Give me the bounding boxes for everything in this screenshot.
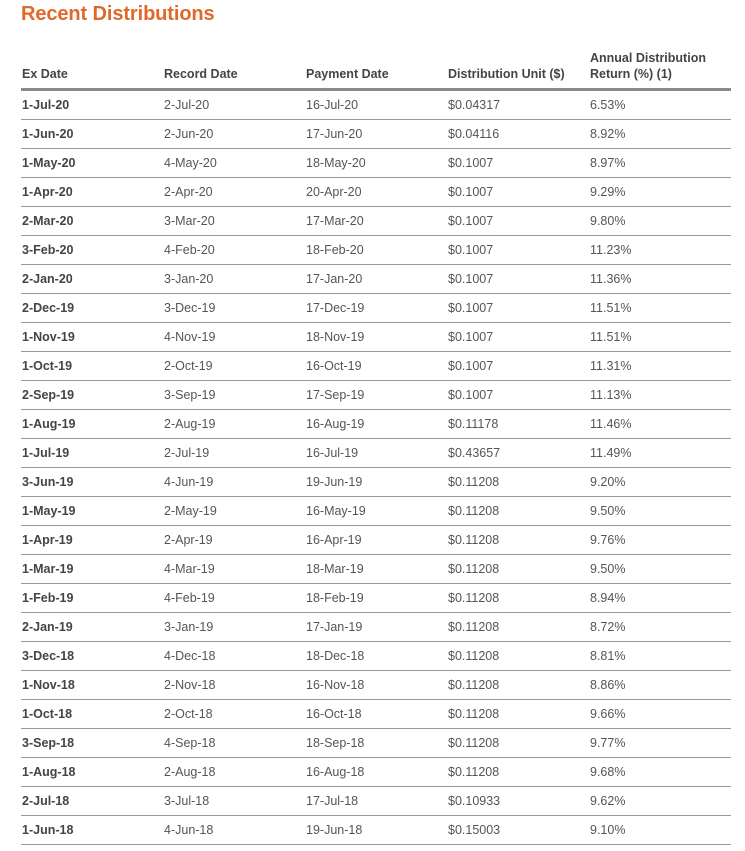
payment-date-cell: 18-Feb-20 <box>305 236 447 265</box>
ex-date-cell: 2-Jul-18 <box>21 787 163 816</box>
distribution-unit-cell: $0.1007 <box>447 178 589 207</box>
distribution-unit-cell: $0.04116 <box>447 120 589 149</box>
payment-date-cell: 17-Jul-18 <box>305 787 447 816</box>
ex-date-cell: 1-Oct-18 <box>21 700 163 729</box>
record-date-cell: 4-Sep-18 <box>163 729 305 758</box>
table-row <box>21 120 731 149</box>
payment-date-cell: 16-Jul-20 <box>305 90 447 120</box>
payment-date-cell: 18-Sep-18 <box>305 729 447 758</box>
annual-return-cell: 8.97% <box>589 149 731 178</box>
annual-return-cell: 8.94% <box>589 584 731 613</box>
payment-date-cell: 16-Jul-19 <box>305 439 447 468</box>
distribution-unit-cell: $0.15003 <box>447 816 589 845</box>
record-date-cell: 4-Feb-20 <box>163 236 305 265</box>
page-title: Recent Distributions <box>21 3 215 25</box>
record-date-cell: 2-Jul-19 <box>163 439 305 468</box>
distribution-unit-cell: $0.11208 <box>447 497 589 526</box>
ex-date-cell: 1-Nov-19 <box>21 323 163 352</box>
table-row <box>21 439 731 468</box>
table-row <box>21 758 731 787</box>
ex-date-cell: 2-Dec-19 <box>21 294 163 323</box>
ex-date-cell: 1-May-19 <box>21 497 163 526</box>
record-date-cell: 4-May-20 <box>163 149 305 178</box>
record-date-cell: 4-Nov-19 <box>163 323 305 352</box>
distribution-unit-cell: $0.1007 <box>447 323 589 352</box>
payment-date-cell: 16-Oct-18 <box>305 700 447 729</box>
distribution-unit-cell: $0.10933 <box>447 787 589 816</box>
table-row <box>21 381 731 410</box>
payment-date-cell: 17-Jan-20 <box>305 265 447 294</box>
annual-return-cell: 8.86% <box>589 671 731 700</box>
table-row <box>21 468 731 497</box>
record-date-cell: 4-Jun-18 <box>163 816 305 845</box>
record-date-cell: 4-Mar-19 <box>163 555 305 584</box>
record-date-cell: 2-Jun-20 <box>163 120 305 149</box>
table-row <box>21 497 731 526</box>
record-date-cell: 3-Jul-18 <box>163 787 305 816</box>
record-date-cell: 4-Jun-19 <box>163 468 305 497</box>
ex-date-cell: 1-Mar-19 <box>21 555 163 584</box>
payment-date-cell: 19-Jun-18 <box>305 816 447 845</box>
payment-date-cell: 16-Nov-18 <box>305 671 447 700</box>
distribution-unit-cell: $0.1007 <box>447 265 589 294</box>
ex-date-cell: 1-Jun-20 <box>21 120 163 149</box>
table-row <box>21 787 731 816</box>
ex-date-cell: 3-Feb-20 <box>21 236 163 265</box>
ex-date-cell: 1-Oct-19 <box>21 352 163 381</box>
header-distribution-unit: Distribution Unit ($) <box>447 50 589 90</box>
distribution-unit-cell: $0.11208 <box>447 758 589 787</box>
record-date-cell: 2-Jul-20 <box>163 90 305 120</box>
table-row <box>21 90 731 120</box>
annual-return-cell: 9.50% <box>589 497 731 526</box>
ex-date-cell: 2-Jan-20 <box>21 265 163 294</box>
table-row <box>21 323 731 352</box>
table-header-row <box>21 50 731 90</box>
ex-date-cell: 1-Jul-20 <box>21 90 163 120</box>
payment-date-cell: 18-Mar-19 <box>305 555 447 584</box>
annual-return-cell: 9.29% <box>589 178 731 207</box>
table-row <box>21 642 731 671</box>
table-row <box>21 555 731 584</box>
distribution-unit-cell: $0.1007 <box>447 352 589 381</box>
annual-return-cell: 11.13% <box>589 381 731 410</box>
header-annual-return: Annual Distribution Return (%) (1) <box>589 50 731 90</box>
distributions-table <box>21 50 731 845</box>
ex-date-cell: 1-Apr-19 <box>21 526 163 555</box>
ex-date-cell: 1-Jun-18 <box>21 816 163 845</box>
annual-return-cell: 11.23% <box>589 236 731 265</box>
record-date-cell: 2-May-19 <box>163 497 305 526</box>
ex-date-cell: 3-Jun-19 <box>21 468 163 497</box>
ex-date-cell: 1-Nov-18 <box>21 671 163 700</box>
table-row <box>21 236 731 265</box>
ex-date-cell: 3-Sep-18 <box>21 729 163 758</box>
record-date-cell: 3-Dec-19 <box>163 294 305 323</box>
header-record-date: Record Date <box>163 50 305 90</box>
record-date-cell: 3-Sep-19 <box>163 381 305 410</box>
record-date-cell: 4-Feb-19 <box>163 584 305 613</box>
distribution-unit-cell: $0.1007 <box>447 294 589 323</box>
distribution-unit-cell: $0.11208 <box>447 555 589 584</box>
table-row <box>21 352 731 381</box>
table-row <box>21 149 731 178</box>
record-date-cell: 3-Jan-19 <box>163 613 305 642</box>
payment-date-cell: 17-Jan-19 <box>305 613 447 642</box>
annual-return-cell: 9.50% <box>589 555 731 584</box>
table-row <box>21 207 731 236</box>
payment-date-cell: 17-Jun-20 <box>305 120 447 149</box>
distribution-unit-cell: $0.11208 <box>447 526 589 555</box>
annual-return-cell: 9.80% <box>589 207 731 236</box>
ex-date-cell: 3-Dec-18 <box>21 642 163 671</box>
record-date-cell: 2-Oct-18 <box>163 700 305 729</box>
distribution-unit-cell: $0.11208 <box>447 671 589 700</box>
distribution-unit-cell: $0.11178 <box>447 410 589 439</box>
payment-date-cell: 20-Apr-20 <box>305 178 447 207</box>
record-date-cell: 2-Oct-19 <box>163 352 305 381</box>
payment-date-cell: 17-Sep-19 <box>305 381 447 410</box>
distribution-unit-cell: $0.11208 <box>447 642 589 671</box>
payment-date-cell: 16-Oct-19 <box>305 352 447 381</box>
payment-date-cell: 16-May-19 <box>305 497 447 526</box>
annual-return-cell: 11.51% <box>589 294 731 323</box>
ex-date-cell: 1-May-20 <box>21 149 163 178</box>
record-date-cell: 3-Jan-20 <box>163 265 305 294</box>
annual-return-cell: 8.92% <box>589 120 731 149</box>
distribution-unit-cell: $0.11208 <box>447 584 589 613</box>
payment-date-cell: 16-Apr-19 <box>305 526 447 555</box>
table-row <box>21 294 731 323</box>
record-date-cell: 4-Dec-18 <box>163 642 305 671</box>
distribution-unit-cell: $0.43657 <box>447 439 589 468</box>
annual-return-cell: 9.10% <box>589 816 731 845</box>
distribution-unit-cell: $0.1007 <box>447 236 589 265</box>
payment-date-cell: 16-Aug-19 <box>305 410 447 439</box>
ex-date-cell: 1-Aug-19 <box>21 410 163 439</box>
annual-return-cell: 9.62% <box>589 787 731 816</box>
annual-return-cell: 11.51% <box>589 323 731 352</box>
payment-date-cell: 19-Jun-19 <box>305 468 447 497</box>
annual-return-cell: 9.76% <box>589 526 731 555</box>
payment-date-cell: 18-Feb-19 <box>305 584 447 613</box>
payment-date-cell: 18-Nov-19 <box>305 323 447 352</box>
header-payment-date: Payment Date <box>305 50 447 90</box>
annual-return-cell: 9.68% <box>589 758 731 787</box>
table-row <box>21 178 731 207</box>
record-date-cell: 2-Aug-18 <box>163 758 305 787</box>
payment-date-cell: 18-May-20 <box>305 149 447 178</box>
annual-return-cell: 8.72% <box>589 613 731 642</box>
annual-return-cell: 9.20% <box>589 468 731 497</box>
record-date-cell: 2-Nov-18 <box>163 671 305 700</box>
annual-return-cell: 6.53% <box>589 90 731 120</box>
distribution-unit-cell: $0.1007 <box>447 381 589 410</box>
record-date-cell: 2-Apr-20 <box>163 178 305 207</box>
distribution-unit-cell: $0.11208 <box>447 700 589 729</box>
table-row <box>21 613 731 642</box>
distribution-unit-cell: $0.11208 <box>447 468 589 497</box>
annual-return-cell: 11.31% <box>589 352 731 381</box>
header-ex-date: Ex Date <box>21 50 163 90</box>
distribution-unit-cell: $0.1007 <box>447 149 589 178</box>
distribution-unit-cell: $0.11208 <box>447 613 589 642</box>
table-row <box>21 700 731 729</box>
annual-return-cell: 11.36% <box>589 265 731 294</box>
payment-date-cell: 16-Aug-18 <box>305 758 447 787</box>
annual-return-cell: 9.66% <box>589 700 731 729</box>
ex-date-cell: 2-Sep-19 <box>21 381 163 410</box>
table-row <box>21 584 731 613</box>
ex-date-cell: 1-Aug-18 <box>21 758 163 787</box>
record-date-cell: 2-Apr-19 <box>163 526 305 555</box>
distribution-unit-cell: $0.11208 <box>447 729 589 758</box>
annual-return-cell: 9.77% <box>589 729 731 758</box>
distribution-unit-cell: $0.1007 <box>447 207 589 236</box>
table-body <box>21 90 731 845</box>
table-row <box>21 816 731 845</box>
table-row <box>21 729 731 758</box>
ex-date-cell: 2-Mar-20 <box>21 207 163 236</box>
annual-return-cell: 11.49% <box>589 439 731 468</box>
ex-date-cell: 2-Jan-19 <box>21 613 163 642</box>
distribution-unit-cell: $0.04317 <box>447 90 589 120</box>
payment-date-cell: 17-Mar-20 <box>305 207 447 236</box>
payment-date-cell: 18-Dec-18 <box>305 642 447 671</box>
annual-return-cell: 8.81% <box>589 642 731 671</box>
ex-date-cell: 1-Jul-19 <box>21 439 163 468</box>
ex-date-cell: 1-Feb-19 <box>21 584 163 613</box>
record-date-cell: 3-Mar-20 <box>163 207 305 236</box>
table-row <box>21 410 731 439</box>
table-row <box>21 265 731 294</box>
payment-date-cell: 17-Dec-19 <box>305 294 447 323</box>
annual-return-cell: 11.46% <box>589 410 731 439</box>
table-row <box>21 671 731 700</box>
ex-date-cell: 1-Apr-20 <box>21 178 163 207</box>
table-row <box>21 526 731 555</box>
record-date-cell: 2-Aug-19 <box>163 410 305 439</box>
